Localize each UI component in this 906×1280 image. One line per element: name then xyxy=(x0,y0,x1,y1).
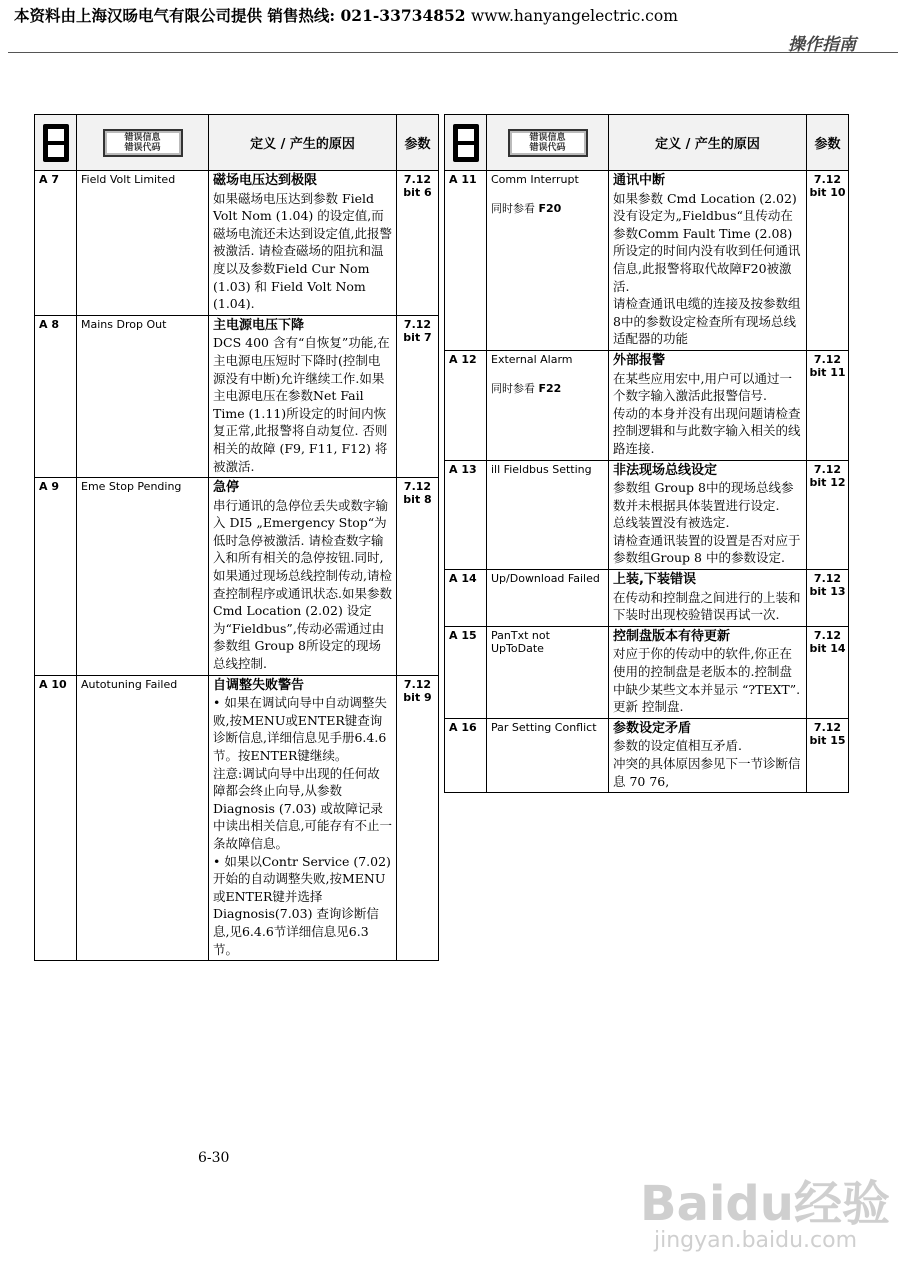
description-text: 总线装置没有被选定. xyxy=(613,515,730,531)
alarm-code: A 13 xyxy=(445,460,487,570)
section-subtitle: 操作指南 xyxy=(788,35,856,55)
param-bit: bit 9 xyxy=(403,690,432,704)
alarm-name: Par Setting Conflict xyxy=(491,720,597,734)
alarm-name-cell xyxy=(487,570,609,627)
description-text: 参数组 Group 8中的现场总线参数并未根据具体装置进行设定. xyxy=(613,480,794,513)
alarm-name-cell xyxy=(487,626,609,718)
description-text: • 如果在调试向导中自动调整失败,按MENU或ENTER键查询诊断信息,详细信息见手册6.4.6节。按ENTER键继续。 xyxy=(213,695,387,763)
param-bit: bit 10 xyxy=(809,186,846,199)
header-rule xyxy=(8,52,898,53)
alarm-code: A 7 xyxy=(35,171,77,316)
alarm-name-cell xyxy=(487,460,609,570)
alarm-description xyxy=(609,626,807,718)
alarm-name-cell xyxy=(77,675,209,961)
alarm-code: A 9 xyxy=(35,478,77,676)
panel-display-icon: 错误信息 错误代码 xyxy=(487,115,609,171)
description-text: 参数的设定值相互矛盾. xyxy=(613,738,742,754)
param-number: 7.12 xyxy=(813,462,842,476)
alarm-name: External Alarm xyxy=(491,352,573,366)
alarm-param xyxy=(807,171,849,351)
alarm-row xyxy=(35,675,439,961)
alarm-row xyxy=(445,718,849,792)
description-text: 注意:调试向导中出现的任何故障都会终止向导,从参数 Diagnosis (7.03) 或故障记录中读出相关信息,可能存有不止一条故障信息。 xyxy=(213,765,392,851)
alarm-description xyxy=(609,570,807,627)
alarm-description xyxy=(609,171,807,351)
header-url: www.hanyangelectric.com xyxy=(471,7,678,25)
alarm-row xyxy=(445,350,849,460)
alarm-param xyxy=(397,675,439,961)
header-param: 参数 xyxy=(807,115,849,171)
param-bit: bit 8 xyxy=(403,493,432,507)
alarm-name: ill Fieldbus Setting xyxy=(491,462,592,476)
param-number: 7.12 xyxy=(813,628,842,642)
alarm-title: 磁场电压达到极限 xyxy=(213,173,318,188)
see-also: 同时参看 F20 xyxy=(491,202,562,215)
alarm-param xyxy=(807,350,849,460)
param-bit: bit 14 xyxy=(809,641,846,655)
alarm-name: Comm Interrupt xyxy=(491,173,579,186)
description-text: 如果参数 Cmd Location (2.02)没有设定为„Fieldbus“且传动在参数Comm Fault Time (2.08)所设定的时间内没有收到任何通讯信息,此报警将取代故障F20被激活. xyxy=(613,190,801,294)
param-bit: bit 15 xyxy=(809,733,846,747)
description-text: 在传动和控制盘之间进行的上装和下装时出现校验错误再试一次. xyxy=(613,589,801,623)
header-definition: 定义 / 产生的原因 xyxy=(209,115,397,171)
param-number: 7.12 xyxy=(813,352,842,366)
header-definition: 定义 / 产生的原因 xyxy=(609,115,807,171)
alarm-title: 控制盘版本有待更新 xyxy=(613,628,731,644)
alarm-name-cell xyxy=(487,171,609,351)
alarm-name-cell xyxy=(77,171,209,316)
alarm-row xyxy=(445,570,849,627)
alarm-code: A 16 xyxy=(445,718,487,792)
param-number: 7.12 xyxy=(813,173,842,186)
alarm-description xyxy=(209,315,397,477)
alarm-name-cell xyxy=(77,315,209,477)
alarm-name: Eme Stop Pending xyxy=(81,480,182,494)
param-number: 7.12 xyxy=(403,677,432,691)
param-bit: bit 11 xyxy=(809,365,846,379)
description-text: 传动的本身并没有出现问题请检查控制逻辑和与此数字输入相关的线路连接. xyxy=(613,405,801,456)
param-bit: bit 7 xyxy=(403,330,432,344)
alarm-row xyxy=(35,171,439,316)
alarm-param xyxy=(807,626,849,718)
page-number: 6-30 xyxy=(198,1150,230,1166)
alarm-description xyxy=(609,460,807,570)
description-text: • 如果以Contr Service (7.02)开始的自动调整失败,按MENU或ENTER键并选择Diagnosis(7.03) 查询诊断信息,见6.4.6节详细信息见6.3节。 xyxy=(213,853,391,957)
alarm-title: 主电源电压下降 xyxy=(213,317,305,333)
description-text: DCS 400 含有“自恢复”功能,在主电源电压短时下降时(控制电源没有中断)允许继续工作.如果主电源电压在参数Net Fail Time (1.11)所设定的时间内恢复正常,此报警将自动复位. 否则相关的故障 (F9, F11, F12) 将被激活. xyxy=(213,335,390,474)
alarm-name-cell xyxy=(487,718,609,792)
alarm-name: Field Volt Limited xyxy=(81,173,176,186)
alarm-title: 上装,下装错误 xyxy=(613,572,696,588)
alarm-description xyxy=(609,718,807,792)
alarm-name: Mains Drop Out xyxy=(81,317,167,331)
alarm-name: PanTxt not UpToDate xyxy=(491,628,550,655)
param-number: 7.12 xyxy=(403,480,432,494)
seven-segment-icon xyxy=(35,115,77,171)
alarm-param xyxy=(807,718,849,792)
alarm-name: Autotuning Failed xyxy=(81,677,178,691)
param-number: 7.12 xyxy=(403,173,432,186)
param-bit: bit 6 xyxy=(403,186,432,199)
alarm-title: 急停 xyxy=(213,480,240,496)
alarm-name: Up/Download Failed xyxy=(491,572,600,586)
alarm-code: A 14 xyxy=(445,570,487,627)
description-text: 串行通讯的急停位丢失或数字输入 DI5 „Emergency Stop“为低时急停被激活. 请检查数字输入和所有相关的急停按钮.同时,如果通过现场总线控制传动,请检查控制程序或通讯状态.如果参数 Cmd Location (2.02) 设定为“Fieldbus”,传动必需通过由参数组 Group 8所设定的现场总线控制. xyxy=(213,497,392,672)
alarm-param xyxy=(397,315,439,477)
baidu-watermark-logo: Baidu经验 xyxy=(640,1176,890,1232)
description-text: 更新 控制盘. xyxy=(613,699,684,715)
description-text: 请检查通讯电缆的连接及按参数组8中的参数设定检查所有现场总线适配器的功能 xyxy=(613,296,801,347)
alarm-row xyxy=(445,460,849,570)
alarm-param xyxy=(807,570,849,627)
alarm-title: 参数设定矛盾 xyxy=(613,720,692,736)
alarm-name-cell xyxy=(77,478,209,676)
alarm-name-cell xyxy=(487,350,609,460)
alarm-description xyxy=(209,478,397,676)
alarm-code: A 12 xyxy=(445,350,487,460)
alarm-code: A 11 xyxy=(445,171,487,351)
alarm-title: 自调整失败警告 xyxy=(213,677,305,693)
seven-segment-icon xyxy=(445,115,487,171)
alarm-code: A 15 xyxy=(445,626,487,718)
alarm-param xyxy=(397,478,439,676)
alarm-param xyxy=(807,460,849,570)
alarm-row xyxy=(445,171,849,351)
param-bit: bit 13 xyxy=(809,585,846,599)
page-header xyxy=(14,4,894,26)
alarm-description xyxy=(209,171,397,316)
alarm-description xyxy=(609,350,807,460)
description-text: 如果磁场电压达到参数 Field Volt Nom (1.04) 的设定值,而磁场电流还未达到设定值,此报警被激活. 请检查磁场的阻抗和温度以及参数Field Cur Nom (1.03) 和 Field Volt Nom (1.04). xyxy=(213,190,392,312)
alarm-param xyxy=(397,171,439,316)
description-text: 对应于你的传动中的软件,你正在使用的控制盘是老版本的.控制盘中缺少某些文本并显示 “?TEXT”. xyxy=(613,646,801,697)
alarm-title: 非法现场总线设定 xyxy=(613,462,718,478)
header-param: 参数 xyxy=(397,115,439,171)
description-text: 请检查通讯装置的设置是否对应于参数组Group 8 中的参数设定. xyxy=(613,532,801,566)
see-also: 同时参看 F22 xyxy=(491,381,562,395)
param-bit: bit 12 xyxy=(809,475,846,489)
header-text: 本资料由上海汉旸电气有限公司提供 销售热线: 021-33734852 xyxy=(14,6,466,25)
alarm-table-left xyxy=(34,114,439,961)
alarm-code: A 10 xyxy=(35,675,77,961)
alarm-row xyxy=(35,315,439,477)
alarm-description xyxy=(209,675,397,961)
alarm-title: 外部报警 xyxy=(613,352,666,368)
alarm-code: A 8 xyxy=(35,315,77,477)
description-text: 冲突的具体原因参见下一节诊断信息 70 76, xyxy=(613,756,801,789)
alarm-row xyxy=(35,478,439,676)
panel-display-icon: 错误信息 错误代码 xyxy=(77,115,209,171)
alarm-row xyxy=(445,626,849,718)
description-text: 在某些应用宏中,用户可以通过一个数字输入激活此报警信号. xyxy=(613,370,792,404)
alarm-title: 通讯中断 xyxy=(613,173,666,188)
param-number: 7.12 xyxy=(813,572,842,586)
param-number: 7.12 xyxy=(403,317,432,331)
param-number: 7.12 xyxy=(813,720,842,734)
baidu-watermark-url: jingyan.baidu.com xyxy=(654,1228,858,1253)
alarm-table-right xyxy=(444,114,849,793)
